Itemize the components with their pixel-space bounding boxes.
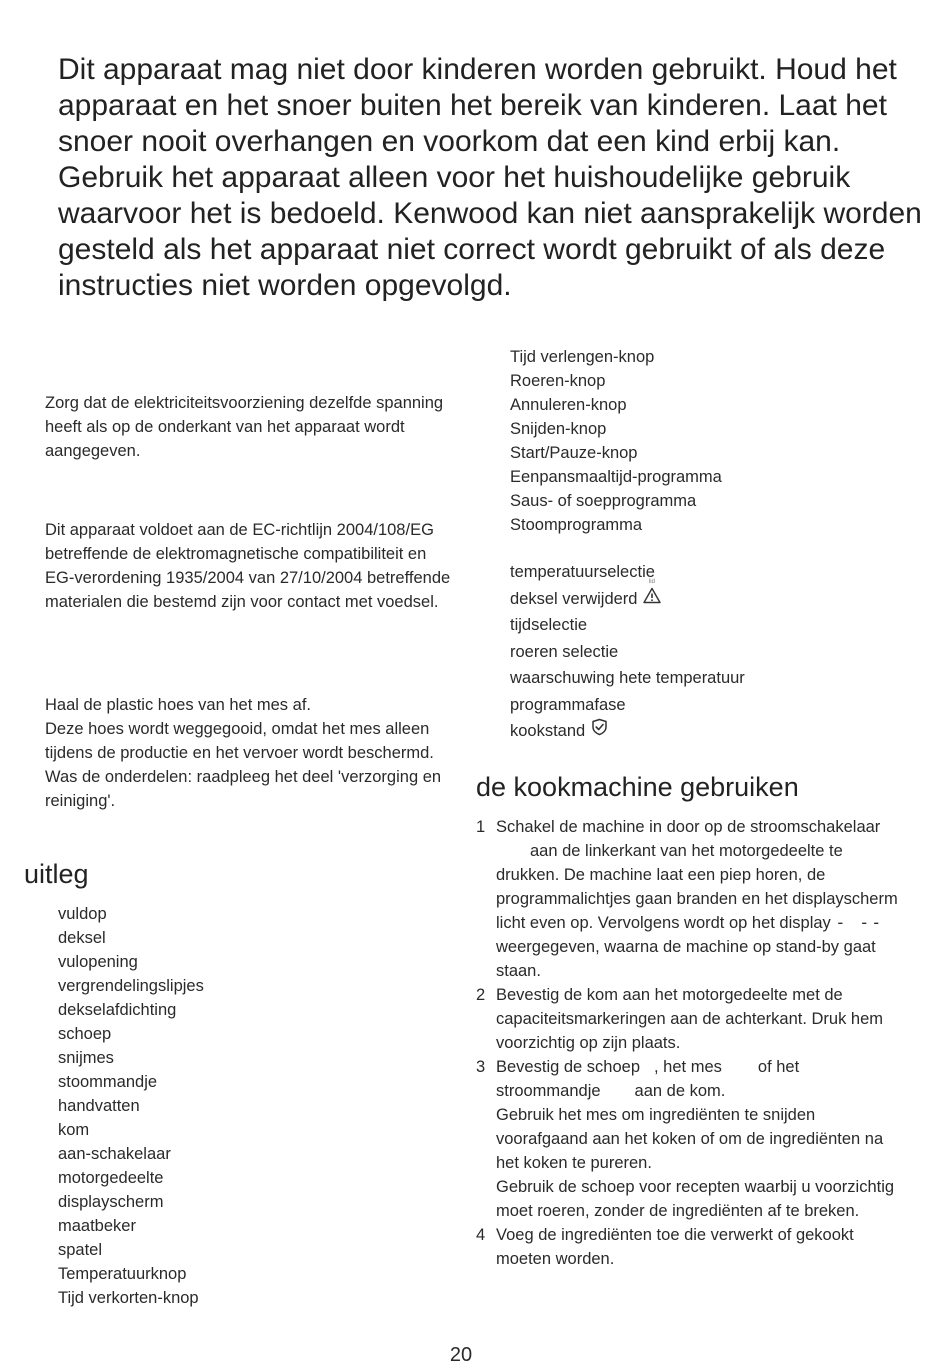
list-item: Tijd verlengen-knop (510, 348, 655, 366)
usage-steps (476, 815, 906, 1271)
list-item (510, 586, 745, 613)
step-paragraph: Gebruik het mes om ingrediënten te snijden voorafgaand aan het koken of om de ingrediënten na het koken te pureren. (496, 1106, 884, 1172)
list-item: waarschuwing hete temperatuur (510, 669, 745, 687)
list-item: motorgedeelte (58, 1169, 164, 1187)
step-number: 1 (476, 818, 486, 836)
prep-line-2: Deze hoes wordt weggegooid, omdat het mes alleen tijdens de productie en het vervoer wordt beschermd. (45, 720, 434, 762)
page-number: 20 (449, 1344, 473, 1366)
list-item: schoep (58, 1025, 112, 1043)
list-item: roeren selectie (510, 642, 619, 661)
list-item: Annuleren-knop (510, 396, 627, 414)
step-number: 3 (476, 1058, 486, 1076)
list-item (510, 559, 745, 586)
list-item: kom (58, 1121, 90, 1139)
list-item: spatel (58, 1241, 103, 1259)
list-item: stoommandje (58, 1073, 158, 1091)
step-text: Voeg de ingrediënten toe die verwerkt of gekookt moeten worden. (496, 1226, 854, 1268)
list-item: Stoomprogramma (510, 516, 643, 534)
warning-triangle-icon (643, 586, 661, 613)
step-number: 2 (476, 986, 486, 1004)
display-readout: - -- (835, 913, 884, 932)
list-item: handvatten (58, 1097, 140, 1115)
step-text: Schakel de machine in door op de stroomschakelaar (496, 818, 881, 836)
buttons-list (510, 345, 722, 537)
list-item: deksel (58, 929, 106, 947)
shield-check-icon (591, 718, 608, 745)
list-item: Temperatuurknop (58, 1265, 187, 1283)
list-item (510, 718, 745, 745)
list-item: displayscherm (58, 1193, 164, 1211)
prep-line-1: Haal de plastic hoes van het mes af. (45, 696, 311, 714)
step-text: , het mes (654, 1058, 722, 1076)
list-item: Tijd verkorten-knop (58, 1289, 199, 1307)
list-item: Eenpansmaaltijd-programma (510, 468, 722, 486)
list-item: vergrendelingslipjes (58, 977, 204, 995)
uitleg-heading: uitleg (24, 859, 89, 889)
step-number: 4 (476, 1226, 486, 1244)
step-text: aan de linkerkant van het motorgedeelte te drukken. De machine laat een piep horen, de programmalichtjes gaan branden en het displayscherm licht even op. Vervolgens wordt op het display (496, 842, 898, 932)
step-text: weergegeven, waarna de machine op stand-by gaat staan. (496, 938, 876, 980)
step-text: Bevestig de schoep (496, 1058, 641, 1076)
step-text: of het stroommandje (496, 1058, 800, 1100)
list-item: Start/Pauze-knop (510, 444, 638, 462)
list-item (476, 815, 906, 983)
voltage-note: Zorg dat de elektriciteitsvoorziening dezelfde spanning heeft als op de onderkant van het apparaat wordt aangegeven. (45, 394, 444, 460)
prep-line-3: Was de onderdelen: raadpleeg het deel 'verzorging en reiniging'. (45, 768, 442, 810)
display-label: deksel verwijderd (510, 589, 638, 608)
list-item (476, 1055, 906, 1223)
use-heading: de kookmachine gebruiken (476, 772, 799, 802)
step-body (496, 815, 906, 983)
list-item: snijmes (58, 1049, 114, 1067)
preparation-section (45, 693, 455, 813)
list-item: Roeren-knop (510, 372, 606, 390)
list-item: vulopening (58, 953, 138, 971)
list-item: Snijden-knop (510, 420, 607, 438)
list-item: aan-schakelaar (58, 1145, 171, 1163)
list-item: dekselafdichting (58, 1001, 177, 1019)
parts-list (58, 902, 204, 1310)
list-item: tijdselectie (510, 616, 588, 634)
list-item: programmafase (510, 695, 626, 714)
display-label: kookstand (510, 722, 586, 740)
tiny-lid-label-icon: lid (648, 579, 655, 586)
step-paragraph: Gebruik de schoep voor recepten waarbij u voorzichtig moet roeren, zonder de ingrediënten af te breken. (496, 1178, 895, 1220)
safety-warning: Dit apparaat mag niet door kinderen worden gebruikt. Houd het apparaat en het snoer buiten het bereik van kinderen. Laat het snoer nooit overhangen en voorkom dat een kind erbij kan. Gebruik het apparaat alleen voor het huishoudelijke gebruik waarvoor het is bedoeld. Kenwood kan niet aansprakelijk worden gesteld als het apparaat niet correct wordt gebruikt of als deze instructies niet worden opgevolgd. (58, 53, 922, 302)
list-item: maatbeker (58, 1217, 136, 1235)
display-list (510, 559, 745, 745)
display-label: temperatuurselectie (510, 563, 655, 581)
step-body (496, 1055, 906, 1223)
ec-compliance-note: Dit apparaat voldoet aan de EC-richtlijn 2004/108/EG betreffende de elektromagnetische compatibiliteit en EG-verordening 1935/2004 van 27/10/2004 betreffende materialen die bestemd zijn voor contact met voedsel. (45, 521, 451, 611)
step-text: aan de kom. (634, 1082, 726, 1100)
list-item: vuldop (58, 905, 107, 923)
list-item (476, 983, 906, 1055)
list-item (476, 1223, 906, 1271)
step-text: Bevestig de kom aan het motorgedeelte met de capaciteitsmarkeringen aan de achterkant. Druk hem voorzichtig op zijn plaats. (496, 986, 884, 1052)
list-item: Saus- of soepprogramma (510, 492, 697, 510)
